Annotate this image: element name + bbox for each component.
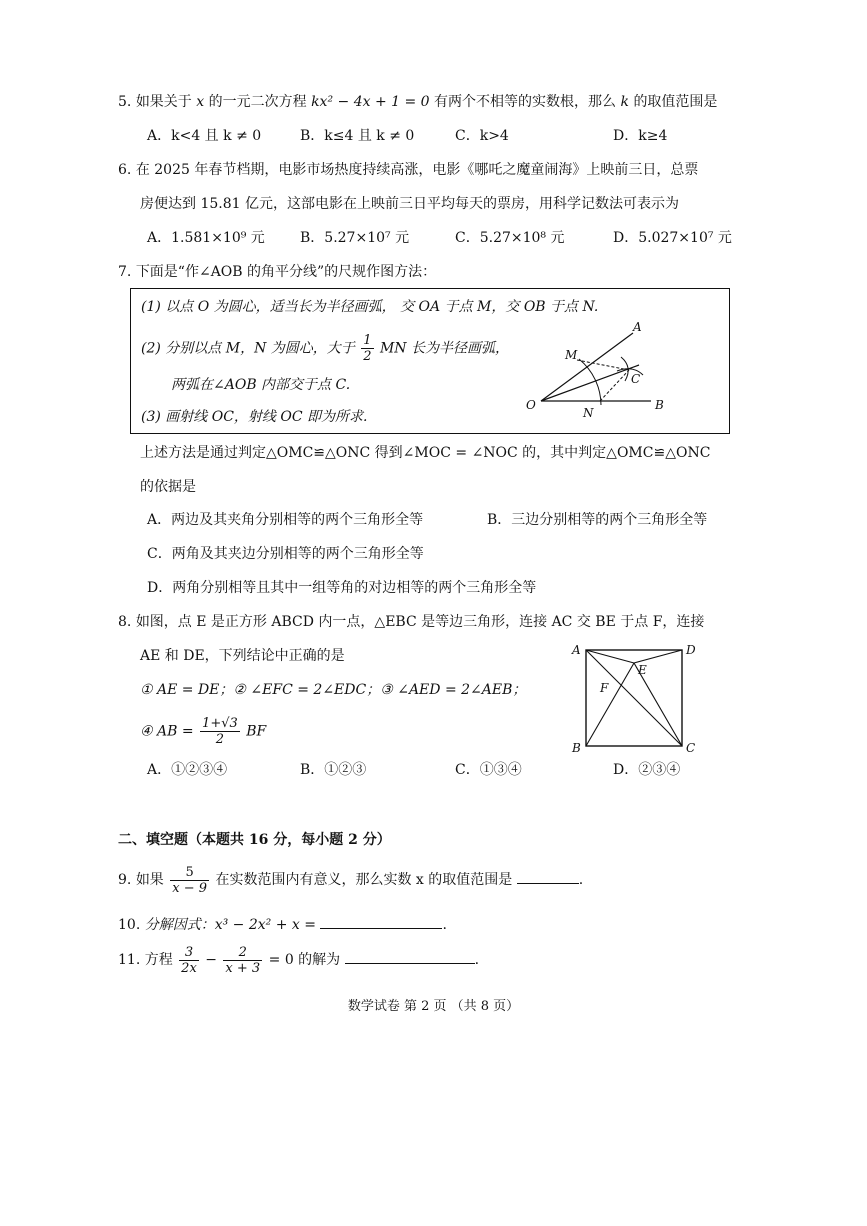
q8-statements: ① AE = DE；② ∠EFC = 2∠EDC；③ ∠AED = 2∠AEB； — [140, 682, 527, 698]
q7-step2-line1 — [141, 333, 509, 364]
q6-number: 6. — [118, 162, 132, 178]
q6-stem-line1 — [118, 160, 698, 180]
q7-number: 7. — [118, 264, 132, 280]
q7-step1: (1) 以点 O 为圆心，适当长为半径画弧， 交 OA 于点 M，交 OB 于点 N. — [141, 299, 599, 315]
segment-ac — [586, 650, 682, 746]
q9-text-a: 如果 — [135, 872, 164, 888]
q5-option-c[interactable]: C．k>4 — [455, 128, 509, 144]
q8-option-d[interactable]: D．②③④ — [613, 762, 681, 778]
q10-number: 10. — [118, 917, 141, 933]
q5-option-d[interactable]: D．k≥4 — [613, 128, 668, 144]
q11-frac2-num: 2 — [223, 945, 262, 961]
q5-text-a: 如果关于 — [135, 94, 192, 110]
q11-frac1-den: 2x — [181, 960, 197, 976]
q7-option-c[interactable]: C．两角及其夹边分别相等的两个三角形全等 — [147, 546, 424, 562]
label-a: A — [572, 643, 581, 657]
q11-end: . — [474, 952, 480, 968]
q9-number: 9. — [118, 872, 132, 888]
q6-line1: 在 2025 年春节档期，电影市场热度持续高涨，电影《哪吒之魔童闹海》上映前三日，总票 — [135, 162, 699, 178]
q11-stem — [118, 942, 479, 978]
q9-answer-blank[interactable] — [517, 869, 579, 884]
q11-answer-blank[interactable] — [345, 949, 475, 964]
q7-option-d[interactable]: D．两角分别相等且其中一组等角的对边相等的两个三角形全等 — [147, 580, 537, 596]
q5-stem — [118, 92, 717, 112]
label-o: O — [526, 398, 536, 412]
q11-fraction1 — [179, 945, 199, 976]
q6-option-a[interactable]: A．1.581×10⁹ 元 — [147, 230, 265, 246]
q7-intro-text: 下面是“作∠AOB 的角平分线”的尺规作图方法： — [135, 264, 437, 280]
q11-frac2-den: x + 3 — [225, 960, 261, 976]
q9-end: . — [578, 872, 584, 888]
q8-stmt4-suffix: BF — [246, 723, 267, 740]
q7-option-b[interactable]: B．三边分别相等的两个三角形全等 — [487, 512, 708, 528]
q5-text-c: 有两个不相等的实数根，那么 — [434, 94, 617, 110]
q5-equation: kx² − 4x + 1 = 0 — [311, 94, 430, 110]
label-n: N — [583, 406, 594, 420]
q10-text: 分解因式：x³ − 2x² + x = — [144, 917, 316, 933]
q7-step2c: 两弧在∠AOB 内部交于点 C. — [171, 377, 351, 393]
label-b: B — [655, 398, 664, 412]
q9-stem — [118, 862, 583, 898]
q8-frac-den: 2 — [215, 732, 225, 747]
q9-frac-den: x − 9 — [172, 880, 208, 896]
page-footer: 数学试卷 第 2 页 （共 8 页） — [347, 999, 520, 1014]
q6-line2: 房便达到 15.81 亿元，这部电影在上映前三日平均每天的票房，用科学记数法可表示为 — [140, 196, 679, 212]
q8-option-b[interactable]: B．①②③ — [300, 762, 367, 778]
q11-text-a: 方程 — [144, 952, 173, 968]
q7-frac-den: 2 — [363, 349, 372, 364]
label-c: C — [686, 741, 696, 755]
q8-stmt4-prefix: ④ AB = — [140, 723, 194, 740]
q10-end: . — [442, 917, 447, 933]
segment-be — [586, 663, 634, 746]
q7-intro — [118, 262, 436, 282]
q9-text-b: 在实数范围内有意义，那么实数 x 的取值范围是 — [215, 872, 513, 888]
q6-option-d[interactable]: D．5.027×10⁷ 元 — [613, 230, 732, 246]
q7-step2-fraction — [361, 333, 373, 364]
q8-line1: 如图，点 E 是正方形 ABCD 内一点，△EBC 是等边三角形，连接 AC 交 BE 于点 F，连接 — [135, 614, 705, 630]
q6-option-b[interactable]: B．5.27×10⁷ 元 — [300, 230, 410, 246]
segment-de — [634, 650, 682, 663]
q7-question-line1: 上述方法是通过判定△OMC≌△ONC 得到∠MOC = ∠NOC 的，其中判定△OMC≌△ONC — [140, 445, 711, 461]
label-e: E — [638, 663, 647, 677]
q11-fraction2 — [223, 945, 262, 976]
q11-frac1-num: 3 — [179, 945, 199, 961]
label-a: A — [633, 320, 642, 334]
q8-square-figure — [566, 640, 706, 760]
q8-frac-num: 1+√3 — [202, 716, 238, 731]
dashed-nc — [600, 370, 629, 401]
section2-title: 二、填空题（本题共 16 分，每小题 2 分） — [118, 832, 391, 848]
q8-stem-line1 — [118, 612, 704, 632]
q7-step3: (3) 画射线 OC，射线 OC 即为所求. — [141, 409, 368, 425]
q9-fraction — [170, 865, 209, 896]
q7-frac-num: 1 — [363, 333, 372, 348]
label-b: B — [572, 741, 581, 755]
q8-line2: AE 和 DE，下列结论中正确的是 — [140, 648, 345, 664]
q8-number: 8. — [118, 614, 132, 630]
q5-var-x: x — [196, 94, 205, 110]
q11-text-b: = 0 的解为 — [268, 952, 341, 968]
q7-angle-bisector-figure — [521, 319, 691, 439]
q5-var-k: k — [620, 94, 629, 110]
q5-text-d: 的取值范围是 — [633, 94, 718, 110]
q6-option-c[interactable]: C．5.27×10⁸ 元 — [455, 230, 565, 246]
q8-option-c[interactable]: C．①③④ — [455, 762, 522, 778]
q5-option-b[interactable]: B．k≤4 且 k ≠ 0 — [300, 128, 415, 144]
label-d: D — [686, 643, 696, 657]
q11-number: 11. — [118, 952, 141, 968]
q5-text-b: 的一元二次方程 — [208, 94, 307, 110]
arc-mn — [579, 359, 601, 405]
q5-option-a[interactable]: A．k<4 且 k ≠ 0 — [147, 128, 262, 144]
label-c: C — [631, 372, 641, 386]
q7-question-line2: 的依据是 — [140, 479, 196, 495]
q10-answer-blank[interactable] — [320, 914, 442, 929]
q5-number: 5. — [118, 94, 132, 110]
q9-frac-num: 5 — [170, 865, 209, 881]
q7-option-a[interactable]: A．两边及其夹角分别相等的两个三角形全等 — [147, 512, 424, 528]
q11-minus: − — [205, 952, 217, 968]
q7-step2b: MN 长为半径画弧， — [379, 340, 510, 357]
q8-stmt4-fraction — [200, 716, 240, 747]
q7-step2a: (2) 分别以点 M，N 为圆心，大于 — [141, 340, 355, 357]
label-m: M — [565, 348, 578, 362]
q8-option-a[interactable]: A．①②③④ — [147, 762, 228, 778]
q10-stem — [118, 914, 447, 935]
label-f: F — [600, 681, 609, 695]
q7-method-box — [130, 288, 730, 434]
q8-statement4 — [140, 716, 266, 747]
